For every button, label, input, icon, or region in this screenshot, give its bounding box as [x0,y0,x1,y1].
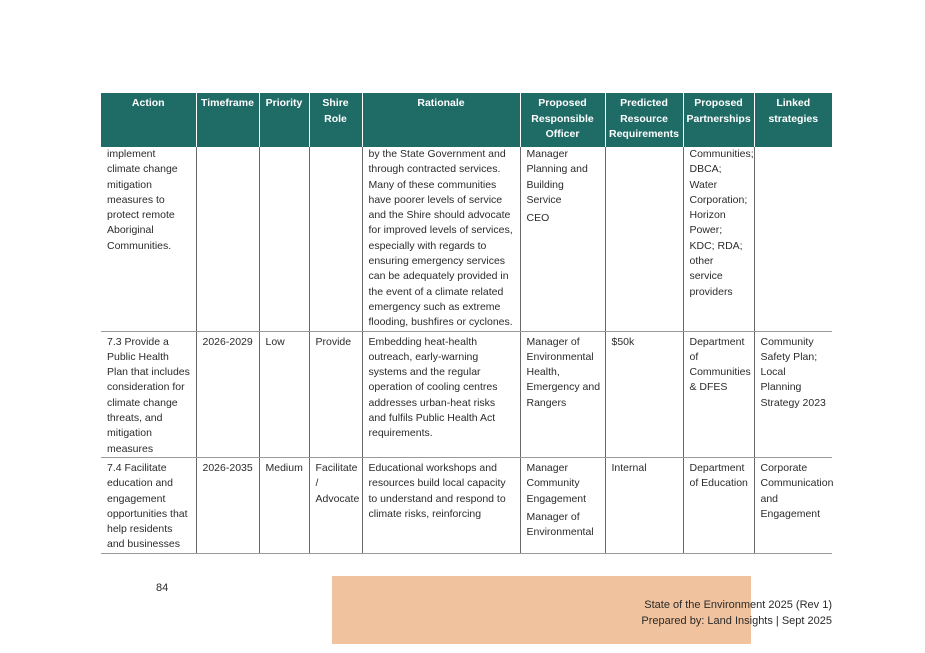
cell-responsible-officer [520,457,605,553]
cell-priority: Low [259,331,309,457]
cell-partnerships: Department of Education [683,457,754,553]
action-plan-table [101,93,832,554]
table-row [101,331,832,457]
cell-shire-role [309,147,362,331]
cell-responsible-officer [520,147,605,331]
header-partnerships: Proposed Partnerships [683,93,754,147]
cell-timeframe: 2026-2029 [196,331,259,457]
officer-entry: Manager Planning and Building Service [526,148,588,206]
footer-prepared-by: Prepared by: Land Insights | Sept 2025 [641,615,832,627]
officer-entry: Manager of Environmental Health, Emergency and Rangers [526,335,601,409]
cell-timeframe [196,147,259,331]
officer-entry: Manager of Environmental [526,510,594,539]
header-rationale: Rationale [362,93,520,147]
footer-document-title: State of the Environment 2025 (Rev 1) [644,599,832,611]
header-action: Action [101,93,196,147]
table-header-row [101,93,832,147]
cell-partnerships: Communities; DBCA; Water Corporation; Horizon Power; KDC; RDA; other service providers [683,147,754,331]
cell-linked-strategies: Corporate Communication and Engagement [754,457,832,553]
cell-timeframe: 2026-2035 [196,457,259,553]
cell-partnerships: Department of Communities & DFES [683,331,754,457]
header-linked-strategies: Linked strategies [754,93,832,147]
action-plan-table-wrapper [101,93,832,554]
header-responsible-officer: Proposed Responsible Officer [520,93,605,147]
cell-rationale: by the State Government and through contracted services. Many of these communities have poorer levels of service and the Shire should advocate for improved levels of services, especially with regards to ensuring emergency services can be adequately provided in the event of a climate related emergency such as extreme flooding, bushfires or cyclones. [362,147,520,331]
cell-resource: Internal [605,457,683,553]
cell-rationale: Educational workshops and resources build local capacity to understand and respond to climate risks, reinforcing [362,457,520,553]
cell-shire-role: Facilitate / Advocate [309,457,362,553]
cell-action: 7.3 Provide a Public Health Plan that includes consideration for climate change threats, and mitigation measures [101,331,196,457]
cell-resource [605,147,683,331]
page-number: 84 [156,582,169,594]
header-timeframe: Timeframe [196,93,259,147]
cell-linked-strategies: Community Safety Plan; Local Planning Strategy 2023 [754,331,832,457]
table-row [101,457,832,553]
officer-entry: Manager Community Engagement [526,461,587,505]
header-resource-requirements: Predicted Resource Requirements [605,93,683,147]
cell-resource: $50k [605,331,683,457]
cell-linked-strategies [754,147,832,331]
cell-action: implement climate change mitigation measures to protect remote Aboriginal Communities. [101,147,196,331]
cell-responsible-officer [520,331,605,457]
table-row [101,147,832,331]
cell-priority: Medium [259,457,309,553]
cell-priority [259,147,309,331]
header-shire-role: Shire Role [309,93,362,147]
header-priority: Priority [259,93,309,147]
cell-shire-role: Provide [309,331,362,457]
cell-rationale: Embedding heat-health outreach, early-warning systems and the regular operation of cooling centres addresses urban-heat risks and fulfils Public Health Act requirements. [362,331,520,457]
officer-entry: CEO [526,212,550,225]
cell-action: 7.4 Facilitate education and engagement opportunities that help residents and businesses [101,457,196,553]
